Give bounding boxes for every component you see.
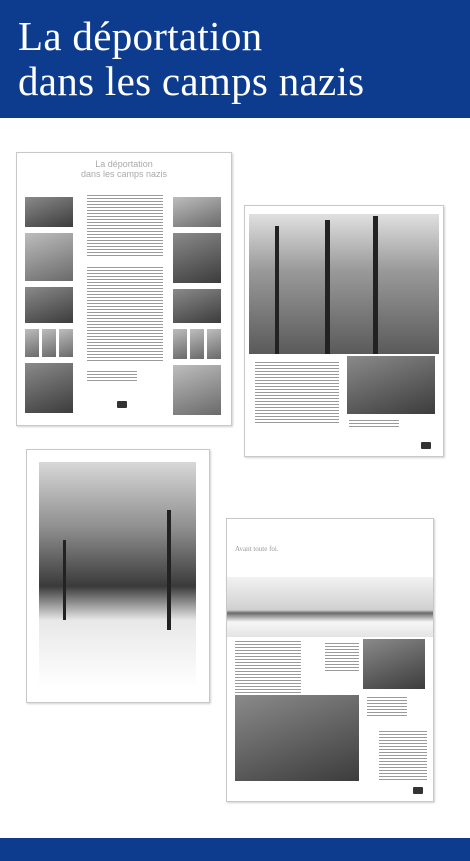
photo bbox=[25, 363, 73, 413]
photo bbox=[25, 233, 73, 281]
title-line-2: dans les camps nazis bbox=[18, 58, 365, 104]
fence-post bbox=[63, 540, 66, 620]
logo-icon bbox=[421, 442, 431, 449]
footer-banner bbox=[0, 838, 470, 861]
text-block bbox=[325, 643, 359, 673]
fence-post bbox=[373, 216, 378, 354]
photo bbox=[25, 287, 73, 323]
fence-post bbox=[275, 226, 279, 354]
text-block bbox=[87, 371, 137, 381]
page-title bbox=[18, 14, 364, 104]
poster-quote-title: Avant toute foi. bbox=[235, 545, 279, 553]
text-block bbox=[87, 267, 163, 363]
quote-text bbox=[235, 641, 301, 693]
text-block bbox=[255, 362, 339, 424]
photo bbox=[347, 356, 435, 414]
header-banner bbox=[0, 0, 470, 118]
text-block bbox=[87, 195, 163, 257]
text-block bbox=[367, 697, 407, 717]
logo-icon bbox=[117, 401, 127, 408]
photo bbox=[190, 329, 204, 359]
photo bbox=[173, 197, 221, 227]
photo bbox=[25, 197, 73, 227]
photo bbox=[59, 329, 73, 357]
photo bbox=[173, 289, 221, 323]
poster-deportation-overview bbox=[16, 152, 232, 426]
lamp-post bbox=[167, 510, 171, 630]
text-block bbox=[379, 731, 427, 781]
text-block bbox=[349, 420, 399, 428]
photo-camp-landscape bbox=[227, 577, 433, 637]
photo bbox=[173, 233, 221, 283]
poster-camp-alley bbox=[26, 449, 210, 703]
photo bbox=[42, 329, 56, 357]
fence-post bbox=[325, 220, 330, 354]
photo bbox=[173, 365, 221, 415]
poster-title: La déportation dans les camps nazis bbox=[80, 159, 168, 179]
title-line-1: La déportation bbox=[18, 13, 263, 59]
photo bbox=[173, 329, 187, 359]
poster-quote bbox=[226, 518, 434, 802]
poster-barbed-wire bbox=[244, 205, 444, 457]
photo bbox=[235, 695, 359, 781]
photo bbox=[363, 639, 425, 689]
photo bbox=[207, 329, 221, 359]
logo-icon bbox=[413, 787, 423, 794]
photo bbox=[25, 329, 39, 357]
